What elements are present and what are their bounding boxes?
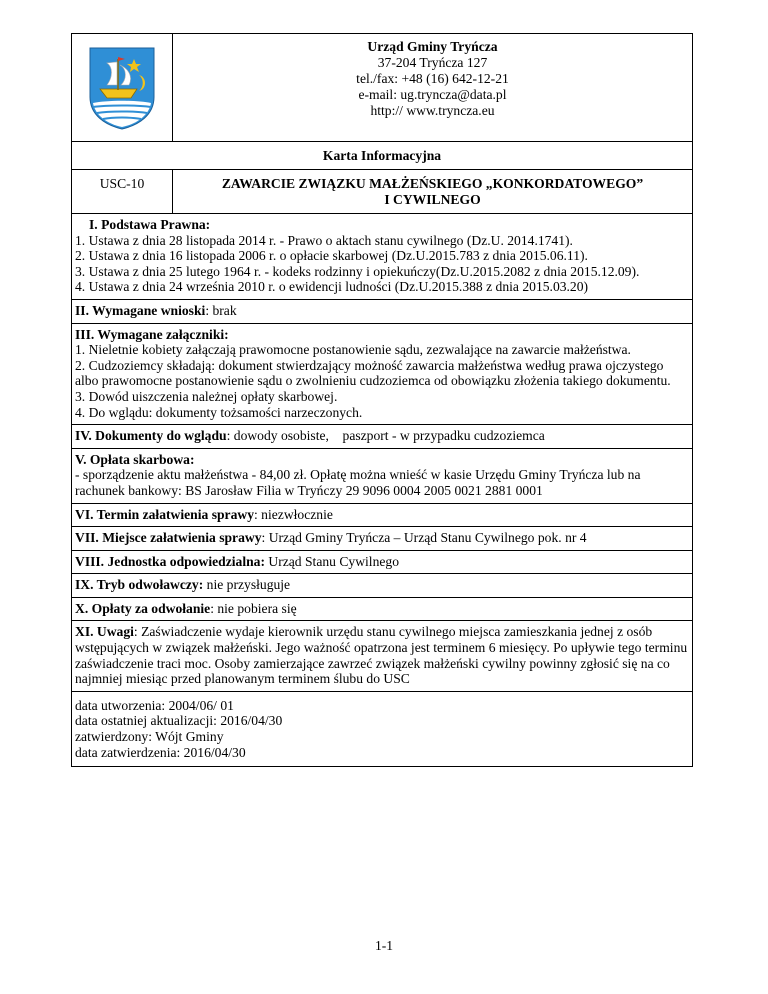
office-name: Urząd Gminy Tryńcza	[367, 39, 498, 54]
section-appeal-mode-heading: IX. Tryb odwoławczy:	[75, 577, 204, 593]
document-metadata	[72, 691, 693, 766]
legal-basis-item: 3. Ustawa z dnia 25 lutego 1964 r. - kodeks rodzinny i opiekuńczy(Dz.U.2015.2082 z dnia 2015.12.09).	[75, 263, 640, 279]
section-appeal-mode-text: nie przysługuje	[203, 577, 291, 593]
logo-cell	[72, 34, 173, 142]
office-website: http:// www.tryncza.eu	[370, 103, 495, 118]
section-responsible-unit	[72, 550, 693, 574]
section-remarks-text: : Zaświadczenie wydaje kierownik urzędu stanu cywilnego miejsca zamieszkania jednej z osób wstępujących w związek małżeński. Jego ważność opatrzona jest terminem 6 miesięcy. Po upływie tego terminu zaświadczenie traci moc. Osoby zamierzające zawrzeć związek małżeński cywilny powinny zgłosić się na co najmniej miesiąc przed planowanym terminem ślubu do USC	[75, 624, 688, 687]
section-required-applications-text: : brak	[205, 302, 237, 318]
page-number: 1-1	[374, 938, 394, 953]
office-email: e-mail: ug.tryncza@data.pl	[358, 87, 507, 102]
section-deadline-heading: VI. Termin załatwienia sprawy	[75, 506, 254, 522]
section-legal-basis	[72, 214, 693, 300]
section-documents-to-view	[72, 425, 693, 449]
attachment-item: 3. Dowód uiszczenia należnej opłaty skarbowej.	[75, 388, 338, 404]
section-place	[72, 527, 693, 551]
info-card-table	[71, 33, 693, 767]
coat-of-arms-ship-icon	[87, 45, 157, 131]
section-legal-basis-heading: I. Podstawa Prawna:	[89, 217, 211, 232]
section-stamp-duty-text: - sporządzenie aktu małżeństwa - 84,00 zł. Opłatę można wnieść w kasie Urzędu Gminy Tryńcza lub na rachunek bankowy: BS Jarosław Filia w Tryńczy 29 9096 0004 2005 0021 2881 0001	[75, 467, 641, 498]
section-appeal-fees	[72, 597, 693, 621]
attachment-item: 2. Cudzoziemcy składają: dokument stwierdzający możność zawarcia małżeństwa według prawa ojczystego albo prawomocne postanowienie sądu o zwolnieniu cudzoziemca od obowiązku złożenia takiego dokumentu.	[75, 357, 671, 389]
office-address-block	[173, 34, 693, 142]
section-required-attachments-heading: III. Wymagane załączniki:	[75, 326, 229, 342]
section-appeal-fees-text: : nie pobiera się	[210, 600, 297, 616]
legal-basis-item: 2. Ustawa z dnia 16 listopada 2006 r. o opłacie skarbowej (Dz.U.2015.783 z dnia 2015.06.11).	[75, 248, 588, 264]
subject-title-line1: ZAWARCIE ZWIĄZKU MAŁŻEŃSKIEGO „KONKORDATOWEGO”	[221, 176, 644, 191]
office-phone: tel./fax: +48 (16) 642-12-21	[356, 71, 509, 86]
approved-date: data zatwierdzenia: 2016/04/30	[75, 744, 246, 760]
section-documents-to-view-heading: IV. Dokumenty do wglądu	[75, 428, 227, 444]
section-documents-to-view-text: : dowody osobiste, paszport - w przypadku cudzoziemca	[226, 428, 545, 444]
updated-date: data ostatniej aktualizacji: 2016/04/30	[75, 713, 283, 729]
document-code: USC-10	[72, 170, 173, 214]
section-stamp-duty-heading: V. Opłata skarbowa:	[75, 451, 195, 467]
section-appeal-fees-heading: X. Opłaty za odwołanie	[75, 600, 211, 616]
legal-basis-item: 4. Ustawa z dnia 24 września 2010 r. o ewidencji ludności (Dz.U.2015.388 z dnia 2015.03.20)	[75, 279, 589, 295]
approved-by: zatwierdzony: Wójt Gminy	[75, 729, 224, 745]
section-remarks-heading: XI. Uwagi	[75, 624, 134, 640]
subject-title	[173, 170, 693, 214]
section-required-applications-heading: II. Wymagane wnioski	[75, 302, 206, 318]
office-address: 37-204 Tryńcza 127	[377, 55, 488, 70]
legal-basis-item: 1. Ustawa z dnia 28 listopada 2014 r. - Prawo o aktach stanu cywilnego (Dz.U. 2014.1741).	[75, 232, 573, 248]
section-responsible-unit-text: Urząd Stanu Cywilnego	[264, 553, 400, 569]
document-page	[71, 33, 693, 767]
attachment-item: 1. Nieletnie kobiety załączają prawomocne postanowienie sądu, zezwalające na zawarcie małżeństwa.	[75, 342, 631, 358]
section-appeal-mode	[72, 574, 693, 598]
attachment-item: 4. Do wglądu: dokumenty tożsamości narzeczonych.	[75, 404, 363, 420]
section-remarks	[72, 621, 693, 691]
created-date: data utworzenia: 2004/06/ 01	[75, 697, 234, 713]
section-place-heading: VII. Miejsce załatwienia sprawy	[75, 530, 262, 546]
section-deadline-text: : niezwłocznie	[254, 506, 333, 522]
subject-title-line2: I CYWILNEGO	[384, 192, 481, 207]
section-required-attachments	[72, 323, 693, 425]
section-deadline	[72, 503, 693, 527]
section-responsible-unit-heading: VIII. Jednostka odpowiedzialna:	[75, 553, 265, 569]
section-stamp-duty	[72, 448, 693, 503]
section-place-text: : Urząd Gminy Tryńcza – Urząd Stanu Cywilnego pok. nr 4	[261, 530, 587, 546]
section-required-applications	[72, 299, 693, 323]
card-title: Karta Informacyjna	[72, 142, 693, 170]
